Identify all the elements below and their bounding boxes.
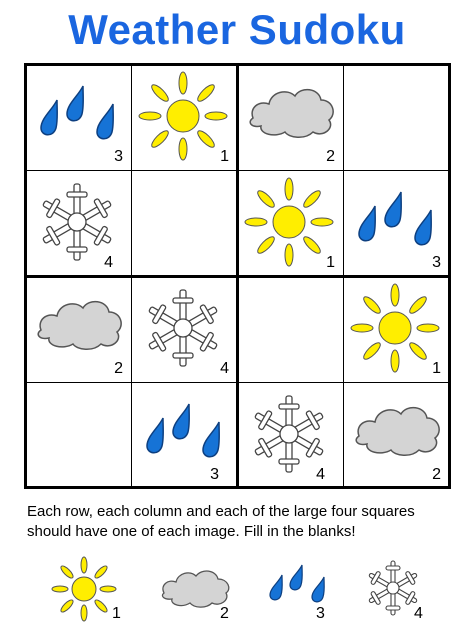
cell-r2-c1 [27,172,131,276]
instructions-line: should have one of each image. Fill in the blanks! [27,523,356,540]
cell-number: 2 [114,360,123,377]
cell-r3-c4 [345,278,449,382]
cell-number: 1 [326,254,335,271]
snowflake-icon [239,384,343,488]
cell-r1-c3 [239,66,343,170]
sudoku-board [24,63,451,489]
cell-number: 3 [210,466,219,483]
grid-line [27,382,448,383]
legend-number: 4 [414,605,423,622]
page-title: Weather Sudoku [68,6,406,53]
cell-number: 1 [432,360,441,377]
cloud-icon [150,553,250,625]
cell-number: 4 [220,360,229,377]
cell-r1-c1 [27,66,131,170]
cell-r1-c2 [133,66,237,170]
instructions-line: Each row, each column and each of the large four squares [27,503,415,520]
cell-number: 2 [326,148,335,165]
cell-r3-c1 [27,278,131,382]
cell-number: 4 [316,466,325,483]
cell-number: 3 [114,148,123,165]
cell-r2-c4 [345,172,449,276]
cell-r4-c2 [133,384,237,488]
legend-number: 3 [316,605,325,622]
cell-r3-c2 [133,278,237,382]
sun-icon [40,553,140,625]
rain-icon [258,553,358,625]
cell-number: 4 [104,254,113,271]
box-divider-horizontal [27,275,448,278]
cell-r4-c1-blank[interactable] [27,384,131,488]
cell-r2-c3 [239,172,343,276]
snowflake-icon [360,553,460,625]
cell-r1-c4-blank[interactable] [345,66,449,170]
cell-number: 2 [432,466,441,483]
legend-item-rain [258,553,358,625]
snowflake-icon [27,172,131,276]
rain-icon [133,384,237,488]
cell-r4-c3 [239,384,343,488]
legend-item-sun [40,553,140,625]
cell-r3-c3-blank[interactable] [239,278,343,382]
legend-item-snowflake [360,553,460,625]
cell-r2-c2-blank[interactable] [133,172,237,276]
grid-line [27,170,448,171]
legend-item-cloud [150,553,250,625]
legend-number: 1 [112,605,121,622]
cell-number: 1 [220,148,229,165]
legend-number: 2 [220,605,229,622]
cell-number: 3 [432,254,441,271]
instructions [27,502,457,542]
cell-r4-c4 [345,384,449,488]
